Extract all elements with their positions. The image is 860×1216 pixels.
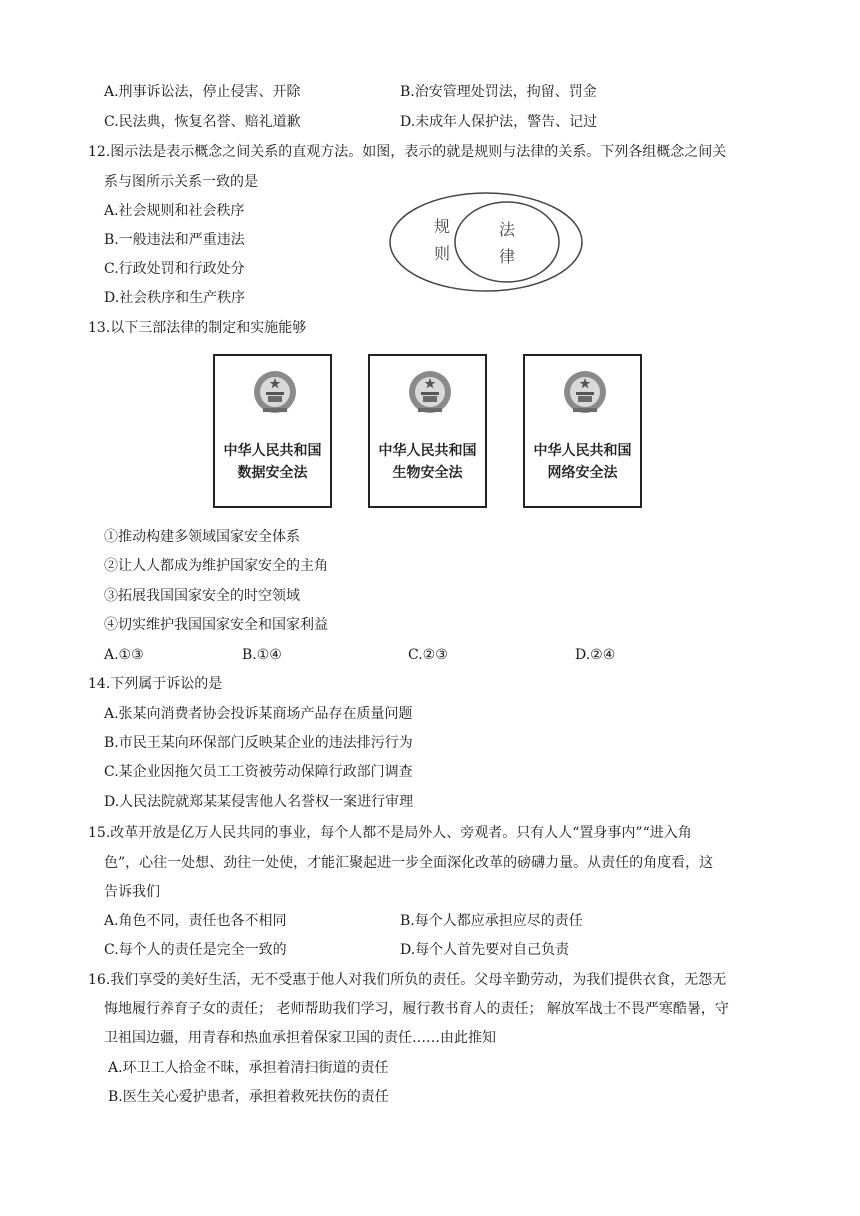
q16-stem-line3: 卫祖国边疆，用青春和热血承担着保家卫国的责任……由此推知 (104, 1030, 496, 1046)
book-title-line1: 中华人民共和国 (378, 443, 477, 459)
q13-statement-2: ②让人人都成为维护国家安全的主角 (104, 558, 328, 574)
q12-stem-line2: 系与图所示关系一致的是 (104, 174, 258, 190)
venn-inner-char-2: 律 (498, 247, 516, 266)
venn-outer-char-2: 则 (433, 244, 451, 263)
q13-option-c: C.②③ (408, 647, 448, 663)
q13-statement-3: ③拓展我国国家安全的时空领域 (104, 588, 300, 604)
book-title-line1: 中华人民共和国 (533, 443, 632, 459)
q12-stem-line1: 12.图示法是表示概念之间关系的直观方法。如图，表示的就是规则与法律的关系。下列各组概念之间关 (88, 144, 727, 160)
q14-option-a: A.张某向消费者协会投诉某商场产品存在质量问题 (104, 706, 413, 722)
q14-option-d: D.人民法院就郑某某侵害他人名誉权一案进行审理 (104, 794, 414, 810)
q13-statement-1: ①推动构建多领域国家安全体系 (104, 529, 300, 545)
venn-diagram (388, 190, 588, 294)
q15-stem-line1: 15.改革开放是亿万人民共同的事业，每个人都不是局外人、旁观者。只有人人“置身事内”“进入角 (88, 825, 692, 841)
venn-inner-char-1: 法 (498, 220, 516, 239)
outer-ellipse-rules (390, 193, 582, 291)
q13-option-b: B.①④ (242, 647, 282, 663)
law-book-data-security (213, 354, 332, 508)
q11-option-a: A.刑事诉讼法，停止侵害、开除 (104, 84, 301, 100)
q11-option-d: D.未成年人保护法，警告、记过 (400, 114, 598, 130)
q12-option-c: C.行政处罚和行政处分 (104, 261, 245, 277)
q11-option-c: C.民法典，恢复名誉、赔礼道歉 (104, 114, 301, 130)
national-emblem-icon (406, 368, 454, 416)
q14-stem: 14.下列属于诉讼的是 (88, 676, 223, 692)
q13-option-a: A.①③ (104, 647, 144, 663)
law-book-biosecurity (368, 354, 487, 508)
q13-option-d: D.②④ (575, 647, 616, 663)
q11-option-b: B.治安管理处罚法，拘留、罚金 (400, 84, 597, 100)
q13-stem: 13.以下三部法律的制定和实施能够 (88, 320, 307, 336)
book-title-line1: 中华人民共和国 (223, 443, 322, 459)
q12-option-a: A.社会规则和社会秩序 (104, 203, 245, 219)
book-title-line2: 网络安全法 (547, 465, 618, 481)
q16-option-a: A.环卫工人拾金不昧，承担着清扫街道的责任 (108, 1060, 389, 1076)
book-title-line2: 生物安全法 (392, 465, 463, 481)
q16-stem-line1: 16.我们享受的美好生活，无不受惠于他人对我们所负的责任。父母辛勤劳动，为我们提供衣食，无怨无 (88, 972, 727, 988)
national-emblem-icon (561, 368, 609, 416)
q16-stem-line2: 悔地履行养育子女的责任； 老师帮助我们学习，履行教书育人的责任； 解放军战士不畏严寒酷暑，守 (104, 1001, 729, 1017)
national-emblem-icon (251, 368, 299, 416)
q15-option-b: B.每个人都应承担应尽的责任 (400, 913, 583, 929)
q15-option-d: D.每个人首先要对自己负责 (400, 942, 570, 958)
q14-option-c: C.某企业因拖欠员工工资被劳动保障行政部门调查 (104, 764, 413, 780)
q12-option-d: D.社会秩序和生产秩序 (104, 290, 246, 306)
q15-stem-line2: 色”，心往一处想、劲往一处使，才能汇聚起进一步全面深化改革的磅礴力量。从责任的角度看，这 (104, 855, 714, 871)
venn-outer-char-1: 规 (433, 217, 451, 236)
q12-option-b: B.一般违法和严重违法 (104, 232, 245, 248)
book-title-line2: 数据安全法 (237, 465, 308, 481)
inner-ellipse-law (455, 202, 559, 282)
q14-option-b: B.市民王某向环保部门反映某企业的违法排污行为 (104, 735, 413, 751)
q13-statement-4: ④切实维护我国国家安全和国家利益 (104, 617, 328, 633)
q15-option-c: C.每个人的责任是完全一致的 (104, 942, 287, 958)
law-book-cybersecurity (523, 354, 642, 508)
q15-stem-line3: 告诉我们 (104, 884, 160, 900)
q16-option-b: B.医生关心爱护患者，承担着救死扶伤的责任 (108, 1089, 389, 1105)
q15-option-a: A.角色不同，责任也各不相同 (104, 913, 287, 929)
